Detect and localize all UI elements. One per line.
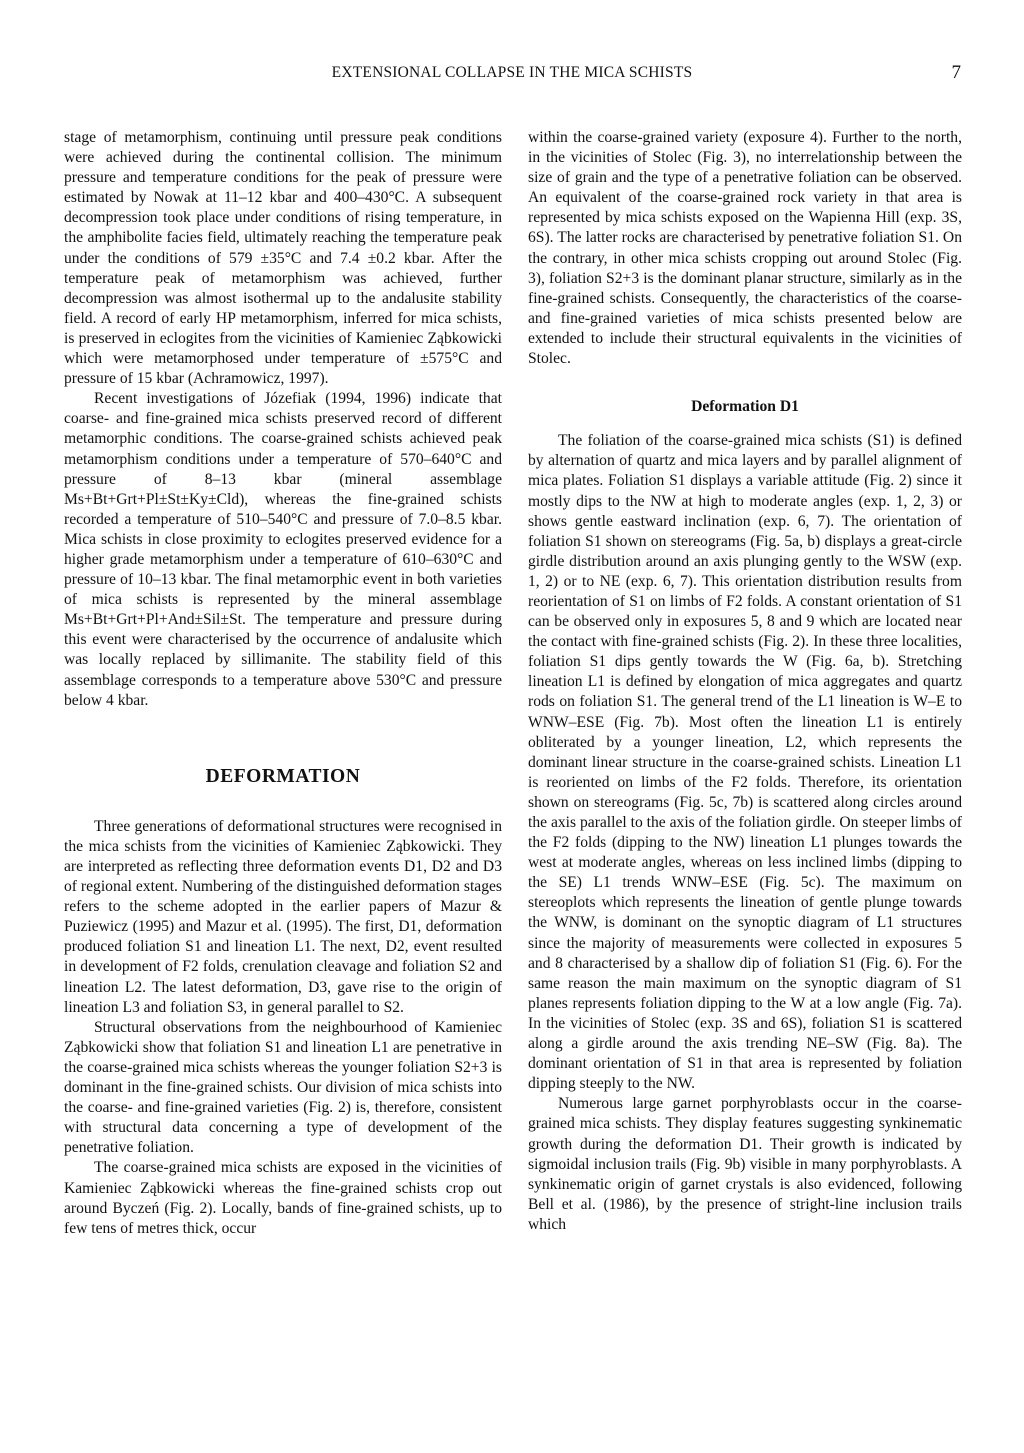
paragraph-foliation-s1: The foliation of the coarse-grained mica schists (S1) is defined by alternation of quartz and mica layers and by parallel alignment of mica plates. Foliation S1 displays a variable attitude (Fig. 2) since it mostly dips to the NW at high to moderate angles (exp. 1, 2, 3) or shows gentle eastward inclination (exp. 6, 7). The orientation of foliation S1 shown on stereograms (Fig. 5a, b) displays a great-circle girdle distribution around an axis plunging gently to the WSW (exp. 1, 2) or to NE (exp. 6, 7). This orientation distribution results from reorientation of S1 on limbs of F2 folds. A constant orientation of S1 can be observed only in exposures 5, 8 and 9 which are located near the contact with fine-grained schists (Fig. 2). In these three localities, foliation S1 dips gently towards the W (Fig. 6a, b). Stretching lineation L1 is defined by elongation of mica aggregates and quartz rods on foliation S1. The general trend of the L1 lineation is W–E to WNW–ESE (Fig. 7b). Most often the lineation L1 is entirely obliterated by a younger lineation, L2, which represents the dominant linear structure in the coarse-grained schists. Lineation L1 is reoriented on limbs of the F2 folds. Therefore, its orientation shown on stereograms (Fig. 5c, 7b) is scattered along circles around the axis parallel to the axis of the foliation girdle. On steeper limbs of the F2 folds (dipping to the NW) lineation L1 plunges towards the west at moderate angles, whereas on less inclined limbs (dipping to the SE) L1 trends WNW–ESE (Fig. 5c). The maximum on stereoplots which represents the lineation of gentle plunge towards the WNW, is dominant on the synoptic diagram of L1 structures since the majority of measurements were collected in exposures 5 and 8 characterised by a shallow dip of foliation S1 (Fig. 6). For the same reason the main maximum on the synoptic diagram of S1 planes represents foliation dipping to the W at a low angle (Fig. 7a). In the vicinities of Stolec (exp. 3S and 6S), foliation S1 is scattered along a girdle around the axis trending NE–SW (Fig. 8a). The dominant orientation of S1 in that area is represented by foliation dipping steeply to the NW. xyxy=(528,432,962,1093)
page-number: 7 xyxy=(951,62,961,83)
paragraph-structural-observations: Structural observations from the neighbourhood of Kamieniec Ząbkowicki show that foliation S1 and lineation L1 are penetrative in the coarse-grained mica schists whereas the younger foliation S2+3 is dominant in the fine-grained schists. Our division of mica schists into the coarse- and fine-grained varieties (Fig. 2) is, therefore, consistent with structural data concerning a type of development of the penetrative foliation. xyxy=(64,1018,502,1157)
paragraph-continued: stage of metamorphism, continuing until pressure peak conditions were achieved during the continental collision. The minimum pressure and temperature conditions for the peak of pressure were estimated by Nowak at 11–12 kbar and 400–430°C. A subsequent decompression took place under conditions of rising temperature, in the amphibolite facies field, ultimately reaching the temperature peak under the conditions of 579 ±35°C and 7.4 ±0.2 kbar. After the temperature peak of metamorphism was achieved, further decompression was almost isothermal up to the andalusite stability field. A record of early HP metamorphism, inferred for mica schists, is preserved in eclogites from the vicinities of Kamieniec Ząbkowicki which were metamorphosed under temperature of ±575°C and pressure of 15 kbar (Achramowicz, 1997). xyxy=(64,129,502,388)
running-title: EXTENSIONAL COLLAPSE IN THE MICA SCHISTS xyxy=(331,64,693,81)
paragraph-recent-investigations: Recent investigations of Józefiak (1994, 1996) indicate that coarse- and fine-grained mica schists preserved record of different metamorphic conditions. The coarse-grained schists achieved peak metamorphism conditions under a temperature of 570–640°C and pressure of 8–13 kbar (mineral assemblage Ms+Bt+Grt+Pl±St±Ky±Cld), whereas the fine-grained schists recorded a temperature of 510–540°C and pressure of 7.0–8.5 kbar. Mica schists in close proximity to eclogites preserved evidence for a higher grade metamorphism under a temperature of 610–630°C and pressure of 10–13 kbar. The final metamorphic event in both varieties of mica schists is represented by the mineral assemblage Ms+Bt+Grt+Pl+And±Sil±St. The temperature and pressure during this event were characterised by the occurrence of andalusite which was locally replaced by sillimanite. The stability field of this assemblage corresponds to a temperature above 530°C and pressure below 4 kbar. xyxy=(64,390,502,709)
right-column xyxy=(528,128,962,1235)
paragraph-continued-right: within the coarse-grained variety (exposure 4). Further to the north, in the vicinities of Stolec (Fig. 3), no interrelationship between the size of grain and the type of a penetrative foliation can be observed. An equivalent of the coarse-grained rock variety in that area is represented by mica schists exposed on the Wapienna Hill (exp. 3S, 6S). The latter rocks are characterised by penetrative foliation S1. On the contrary, in other mica schists cropping out around Stolec (Fig. 3), foliation S2+3 is the dominant planar structure, similarly as in the fine-grained schists. Consequently, the characteristics of the coarse- and fine-grained varieties of mica schists presented below are extended to include their structural equivalents in the vicinities of Stolec. xyxy=(528,129,962,368)
subheading-deformation-d1: Deformation D1 xyxy=(691,398,799,416)
paragraph-coarse-grained-exposure: The coarse-grained mica schists are exposed in the vicinities of Kamieniec Ząbkowicki whereas the fine-grained schists crop out around Byczeń (Fig. 2). Locally, bands of fine-grained schists, up to few tens of metres thick, occur xyxy=(64,1159,502,1237)
left-column xyxy=(64,128,502,1239)
paragraph-garnet-porphyroblasts: Numerous large garnet porphyroblasts occur in the coarse-grained mica schists. They display features suggesting synkinematic growth during the deformation D1. Their growth is indicated by sigmoidal inclusion trails (Fig. 9b) visible in many porphyroblasts. A synkinematic origin of garnet crystals is also evidenced, following Bell et al. (1986), by the presence of stright-line inclusion trails which xyxy=(528,1095,962,1233)
section-heading-deformation: DEFORMATION xyxy=(205,765,361,787)
paragraph-three-generations: Three generations of deformational structures were recognised in the mica schists from the vicinities of Kamieniec Ząbkowicki. They are interpreted as reflecting three deformation events D1, D2 and D3 of regional extent. Numbering of the distinguished deformation stages refers to the scheme adopted in the earlier papers of Mazur & Puziewicz (1995) and Mazur et al. (1995). The first, D1, deformation produced foliation S1 and lineation L1. The next, D2, event resulted in development of F2 folds, crenulation cleavage and foliation S2 and lineation L2. The latest deformation, D3, gave rise to the origin of lineation L3 and foliation S3, in general parallel to S2. xyxy=(64,817,502,1016)
